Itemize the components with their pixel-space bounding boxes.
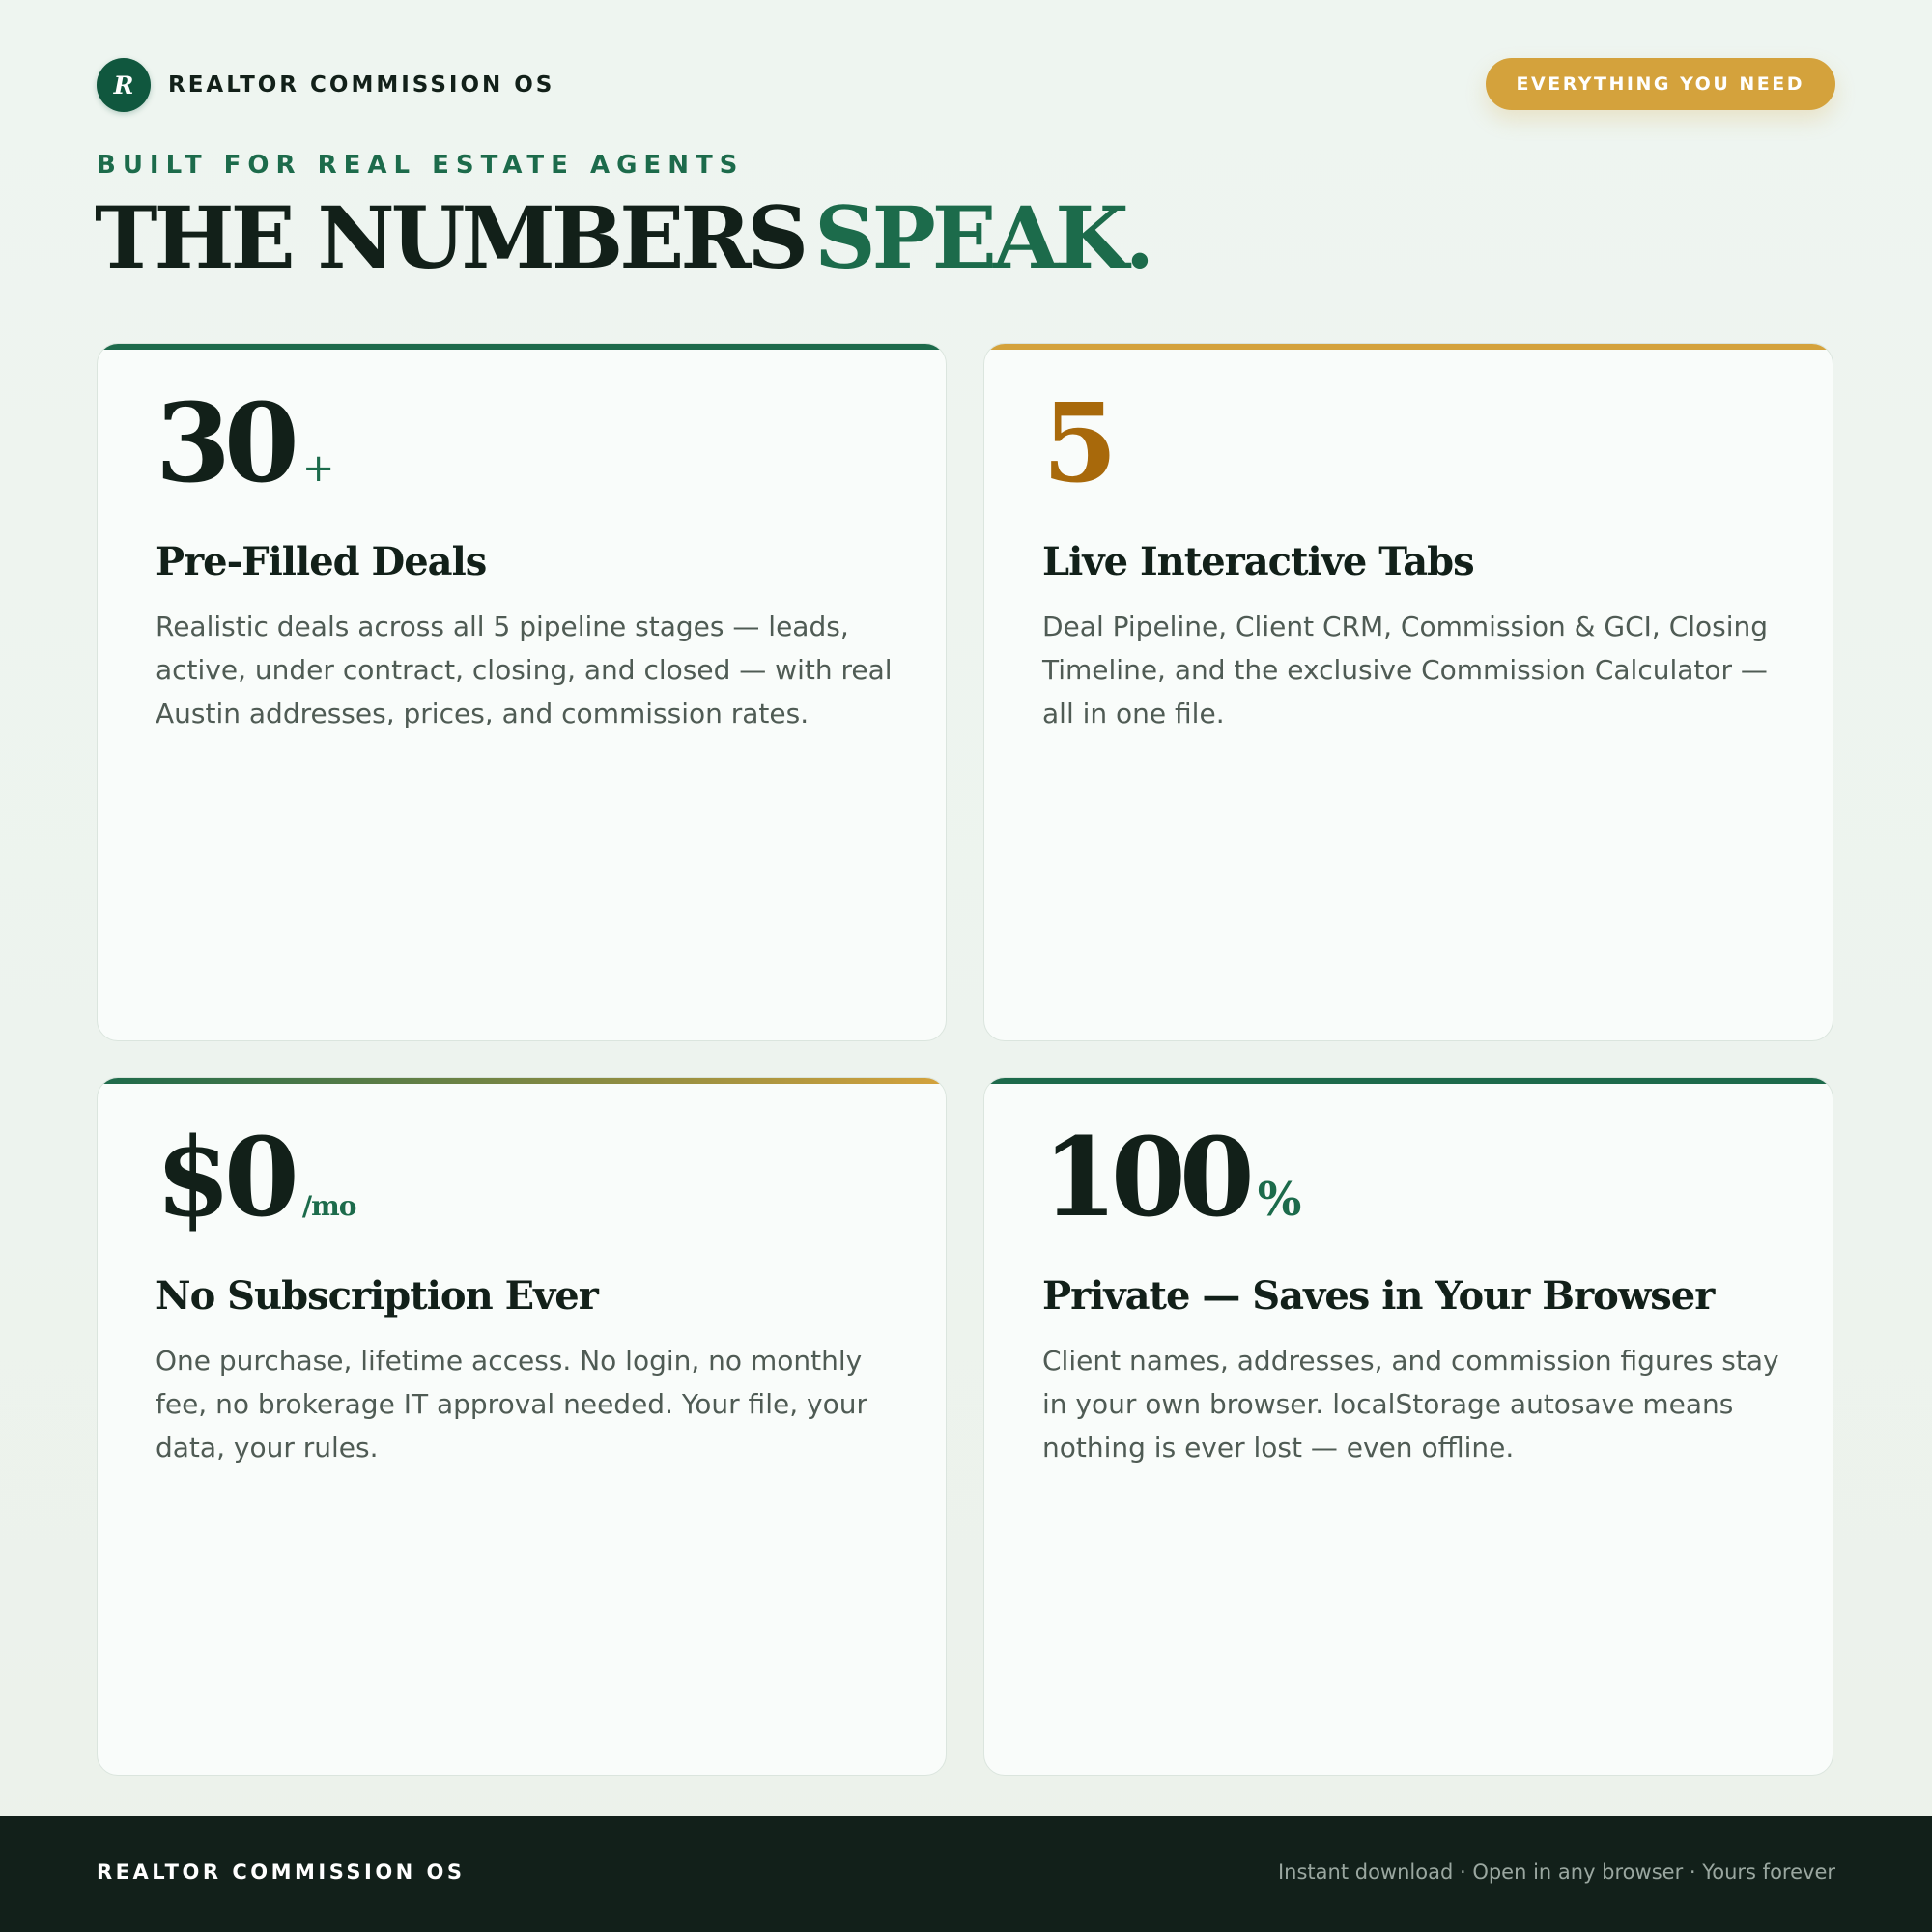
page-title — [95, 187, 1151, 288]
stat-card-subscription — [97, 1077, 947, 1776]
headline-part-1: THE NUMBERS — [95, 187, 806, 288]
card-description: Deal Pipeline, Client CRM, Commission & GCI, Closing Timeline, and the exclusive Commission Calculator — all in one file. — [1042, 611, 1769, 729]
brand[interactable] — [97, 58, 554, 112]
stat-card-deals — [97, 343, 947, 1041]
card-title: Private — Saves in Your Browser — [1042, 1273, 1715, 1319]
stat-number: $0 — [156, 1115, 293, 1241]
brand-logo-letter: R — [113, 71, 134, 99]
card-description: Client names, addresses, and commission figures stay in your own browser. localStorage autosave means nothing is ever lost — even offline. — [1042, 1345, 1779, 1463]
footer-brand-name: REALTOR COMMISSION OS — [97, 1861, 466, 1884]
stat-number: 100 — [1042, 1115, 1248, 1241]
card-accent-bar — [98, 344, 946, 350]
card-accent-bar — [984, 344, 1833, 350]
stat-value — [156, 381, 335, 507]
card-accent-bar — [984, 1078, 1833, 1084]
stat-suffix: /mo — [301, 1190, 356, 1222]
card-description: Realistic deals across all 5 pipeline stages — leads, active, under contract, closing, and closed — with real Austin addresses, prices, and commission rates. — [156, 611, 893, 729]
stat-number: 30 — [156, 381, 293, 507]
stat-value — [1042, 1115, 1302, 1241]
footer — [0, 1816, 1932, 1932]
brand-name: REALTOR COMMISSION OS — [168, 72, 555, 98]
card-title: Live Interactive Tabs — [1042, 539, 1474, 584]
card-title: Pre-Filled Deals — [156, 539, 487, 584]
card-description: One purchase, lifetime access. No login, no monthly fee, no brokerage IT approval needed. Your file, your data, your rules. — [156, 1345, 867, 1463]
card-title: No Subscription Ever — [156, 1273, 598, 1319]
stat-card-privacy — [983, 1077, 1833, 1776]
stat-value — [156, 1115, 356, 1241]
headline-part-2: SPEAK. — [814, 187, 1151, 288]
stat-suffix: % — [1257, 1173, 1302, 1227]
footer-tagline: Instant download · Open in any browser · Yours forever — [1277, 1861, 1835, 1884]
card-accent-bar — [98, 1078, 946, 1084]
eyebrow-text: BUILT FOR REAL ESTATE AGENTS — [97, 151, 745, 180]
stat-number: 5 — [1042, 381, 1111, 507]
brand-logo — [97, 58, 151, 112]
everything-you-need-button[interactable]: EVERYTHING YOU NEED — [1486, 58, 1835, 110]
stat-suffix: + — [301, 446, 335, 491]
stat-card-tabs — [983, 343, 1833, 1041]
stat-value — [1042, 381, 1111, 507]
